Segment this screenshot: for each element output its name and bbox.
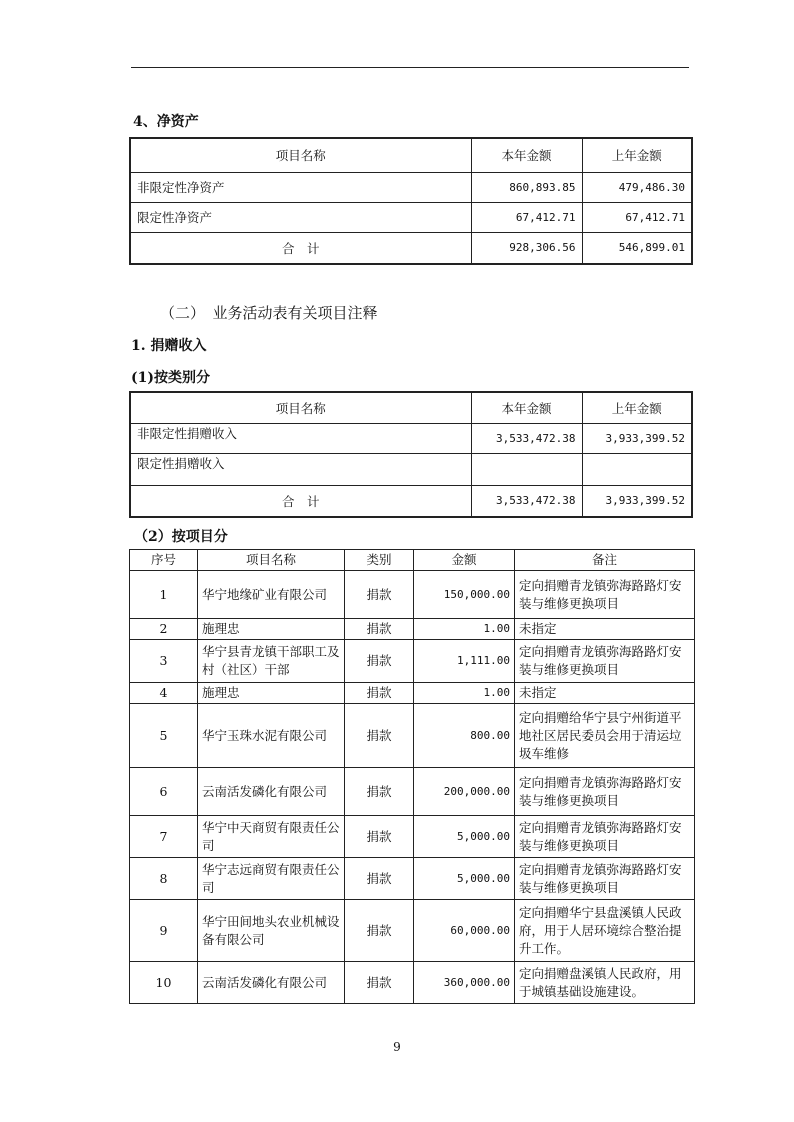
table-row	[130, 202, 692, 232]
row-no: 4	[130, 683, 198, 704]
header-amount: 金额	[414, 550, 515, 571]
row-name: 华宁田间地头农业机械设备有限公司	[198, 900, 345, 962]
table-row	[130, 453, 692, 485]
row-note: 定向捐赠青龙镇弥海路路灯安装与维修更换项目	[515, 858, 695, 900]
header-project-name: 项目名称	[130, 138, 471, 172]
donation-by-project-table	[129, 549, 695, 1004]
table-header-row	[130, 138, 692, 172]
row-type: 捐款	[345, 640, 414, 683]
row-type: 捐款	[345, 768, 414, 816]
row-no: 3	[130, 640, 198, 683]
row-note: 定向捐赠青龙镇弥海路路灯安装与维修更换项目	[515, 768, 695, 816]
table-row	[130, 900, 695, 962]
row-previous: 3,933,399.52	[582, 423, 692, 453]
by-project-heading	[134, 526, 228, 546]
row-name: 非限定性净资产	[130, 172, 471, 202]
row-name: 华宁地缘矿业有限公司	[198, 571, 345, 619]
row-note: 未指定	[515, 683, 695, 704]
table-row	[130, 683, 695, 704]
header-current-amount: 本年金额	[471, 138, 582, 172]
total-previous: 546,899.01	[582, 232, 692, 264]
donation-income-heading: 1. 捐赠收入	[131, 338, 207, 354]
row-previous: 67,412.71	[582, 202, 692, 232]
total-label: 合 计	[130, 485, 471, 517]
row-type: 捐款	[345, 571, 414, 619]
table-row	[130, 423, 692, 453]
row-name: 华宁中天商贸有限责任公司	[198, 816, 345, 858]
row-no: 5	[130, 704, 198, 768]
row-previous	[582, 453, 692, 485]
row-type: 捐款	[345, 858, 414, 900]
row-previous: 479,486.30	[582, 172, 692, 202]
row-amount: 150,000.00	[414, 571, 515, 619]
row-name: 非限定性捐赠收入	[130, 423, 471, 453]
row-note: 定向捐赠盘溪镇人民政府，用于城镇基础设施建设。	[515, 962, 695, 1004]
row-current: 3,533,472.38	[471, 423, 582, 453]
row-type: 捐款	[345, 962, 414, 1004]
header-rule	[131, 67, 689, 68]
row-current: 67,412.71	[471, 202, 582, 232]
row-current: 860,893.85	[471, 172, 582, 202]
row-no: 2	[130, 619, 198, 640]
total-row	[130, 232, 692, 264]
row-type: 捐款	[345, 900, 414, 962]
table-row	[130, 962, 695, 1004]
row-no: 7	[130, 816, 198, 858]
table-row	[130, 172, 692, 202]
row-amount: 5,000.00	[414, 816, 515, 858]
page-number: 9	[393, 1040, 401, 1054]
row-type: 捐款	[345, 704, 414, 768]
part2-heading: （二） 业务活动表有关项目注释	[160, 304, 378, 322]
row-name: 华宁县青龙镇干部职工及村（社区）干部	[198, 640, 345, 683]
total-label: 合 计	[130, 232, 471, 264]
row-note: 定向捐赠华宁县盘溪镇人民政府，用于人居环境综合整治提升工作。	[515, 900, 695, 962]
row-amount: 1.00	[414, 619, 515, 640]
row-type: 捐款	[345, 619, 414, 640]
row-type: 捐款	[345, 816, 414, 858]
header-note: 备注	[515, 550, 695, 571]
section-heading-net-assets: 4、净资产	[133, 114, 199, 130]
row-name: 施理忠	[198, 683, 345, 704]
row-note: 未指定	[515, 619, 695, 640]
row-name: 施理忠	[198, 619, 345, 640]
row-note: 定向捐赠青龙镇弥海路路灯安装与维修更换项目	[515, 640, 695, 683]
row-amount: 1,111.00	[414, 640, 515, 683]
row-name: 华宁玉珠水泥有限公司	[198, 704, 345, 768]
total-current: 3,533,472.38	[471, 485, 582, 517]
table-header-row	[130, 550, 695, 571]
header-previous-amount: 上年金额	[582, 138, 692, 172]
header-previous-amount: 上年金额	[582, 392, 692, 423]
row-no: 9	[130, 900, 198, 962]
row-note: 定向捐赠给华宁县宁州街道平地社区居民委员会用于清运垃圾车维修	[515, 704, 695, 768]
table-row	[130, 640, 695, 683]
row-name: 华宁志远商贸有限责任公司	[198, 858, 345, 900]
row-note: 定向捐赠青龙镇弥海路路灯安装与维修更换项目	[515, 816, 695, 858]
table-header-row	[130, 392, 692, 423]
table-row	[130, 704, 695, 768]
row-no: 6	[130, 768, 198, 816]
header-current-amount: 本年金额	[471, 392, 582, 423]
row-name: 云南活发磷化有限公司	[198, 962, 345, 1004]
row-type: 捐款	[345, 683, 414, 704]
table-row	[130, 768, 695, 816]
table-row	[130, 571, 695, 619]
row-current	[471, 453, 582, 485]
row-name: 限定性捐赠收入	[130, 453, 471, 485]
total-row	[130, 485, 692, 517]
row-no: 10	[130, 962, 198, 1004]
row-amount: 5,000.00	[414, 858, 515, 900]
row-name: 云南活发磷化有限公司	[198, 768, 345, 816]
net-assets-table	[129, 137, 693, 265]
total-previous: 3,933,399.52	[582, 485, 692, 517]
row-amount: 1.00	[414, 683, 515, 704]
header-name: 项目名称	[198, 550, 345, 571]
row-amount: 800.00	[414, 704, 515, 768]
row-name: 限定性净资产	[130, 202, 471, 232]
header-no: 序号	[130, 550, 198, 571]
header-project-name: 项目名称	[130, 392, 471, 423]
row-no: 8	[130, 858, 198, 900]
row-amount: 60,000.00	[414, 900, 515, 962]
by-project-heading-text: （2）按项目分	[134, 529, 228, 545]
table-row	[130, 816, 695, 858]
total-current: 928,306.56	[471, 232, 582, 264]
by-category-heading: (1)按类别分	[131, 370, 210, 386]
table-row	[130, 858, 695, 900]
row-amount: 200,000.00	[414, 768, 515, 816]
row-note: 定向捐赠青龙镇弥海路路灯安装与维修更换项目	[515, 571, 695, 619]
table-row	[130, 619, 695, 640]
row-amount: 360,000.00	[414, 962, 515, 1004]
row-no: 1	[130, 571, 198, 619]
donation-by-category-table	[129, 391, 693, 518]
header-type: 类别	[345, 550, 414, 571]
